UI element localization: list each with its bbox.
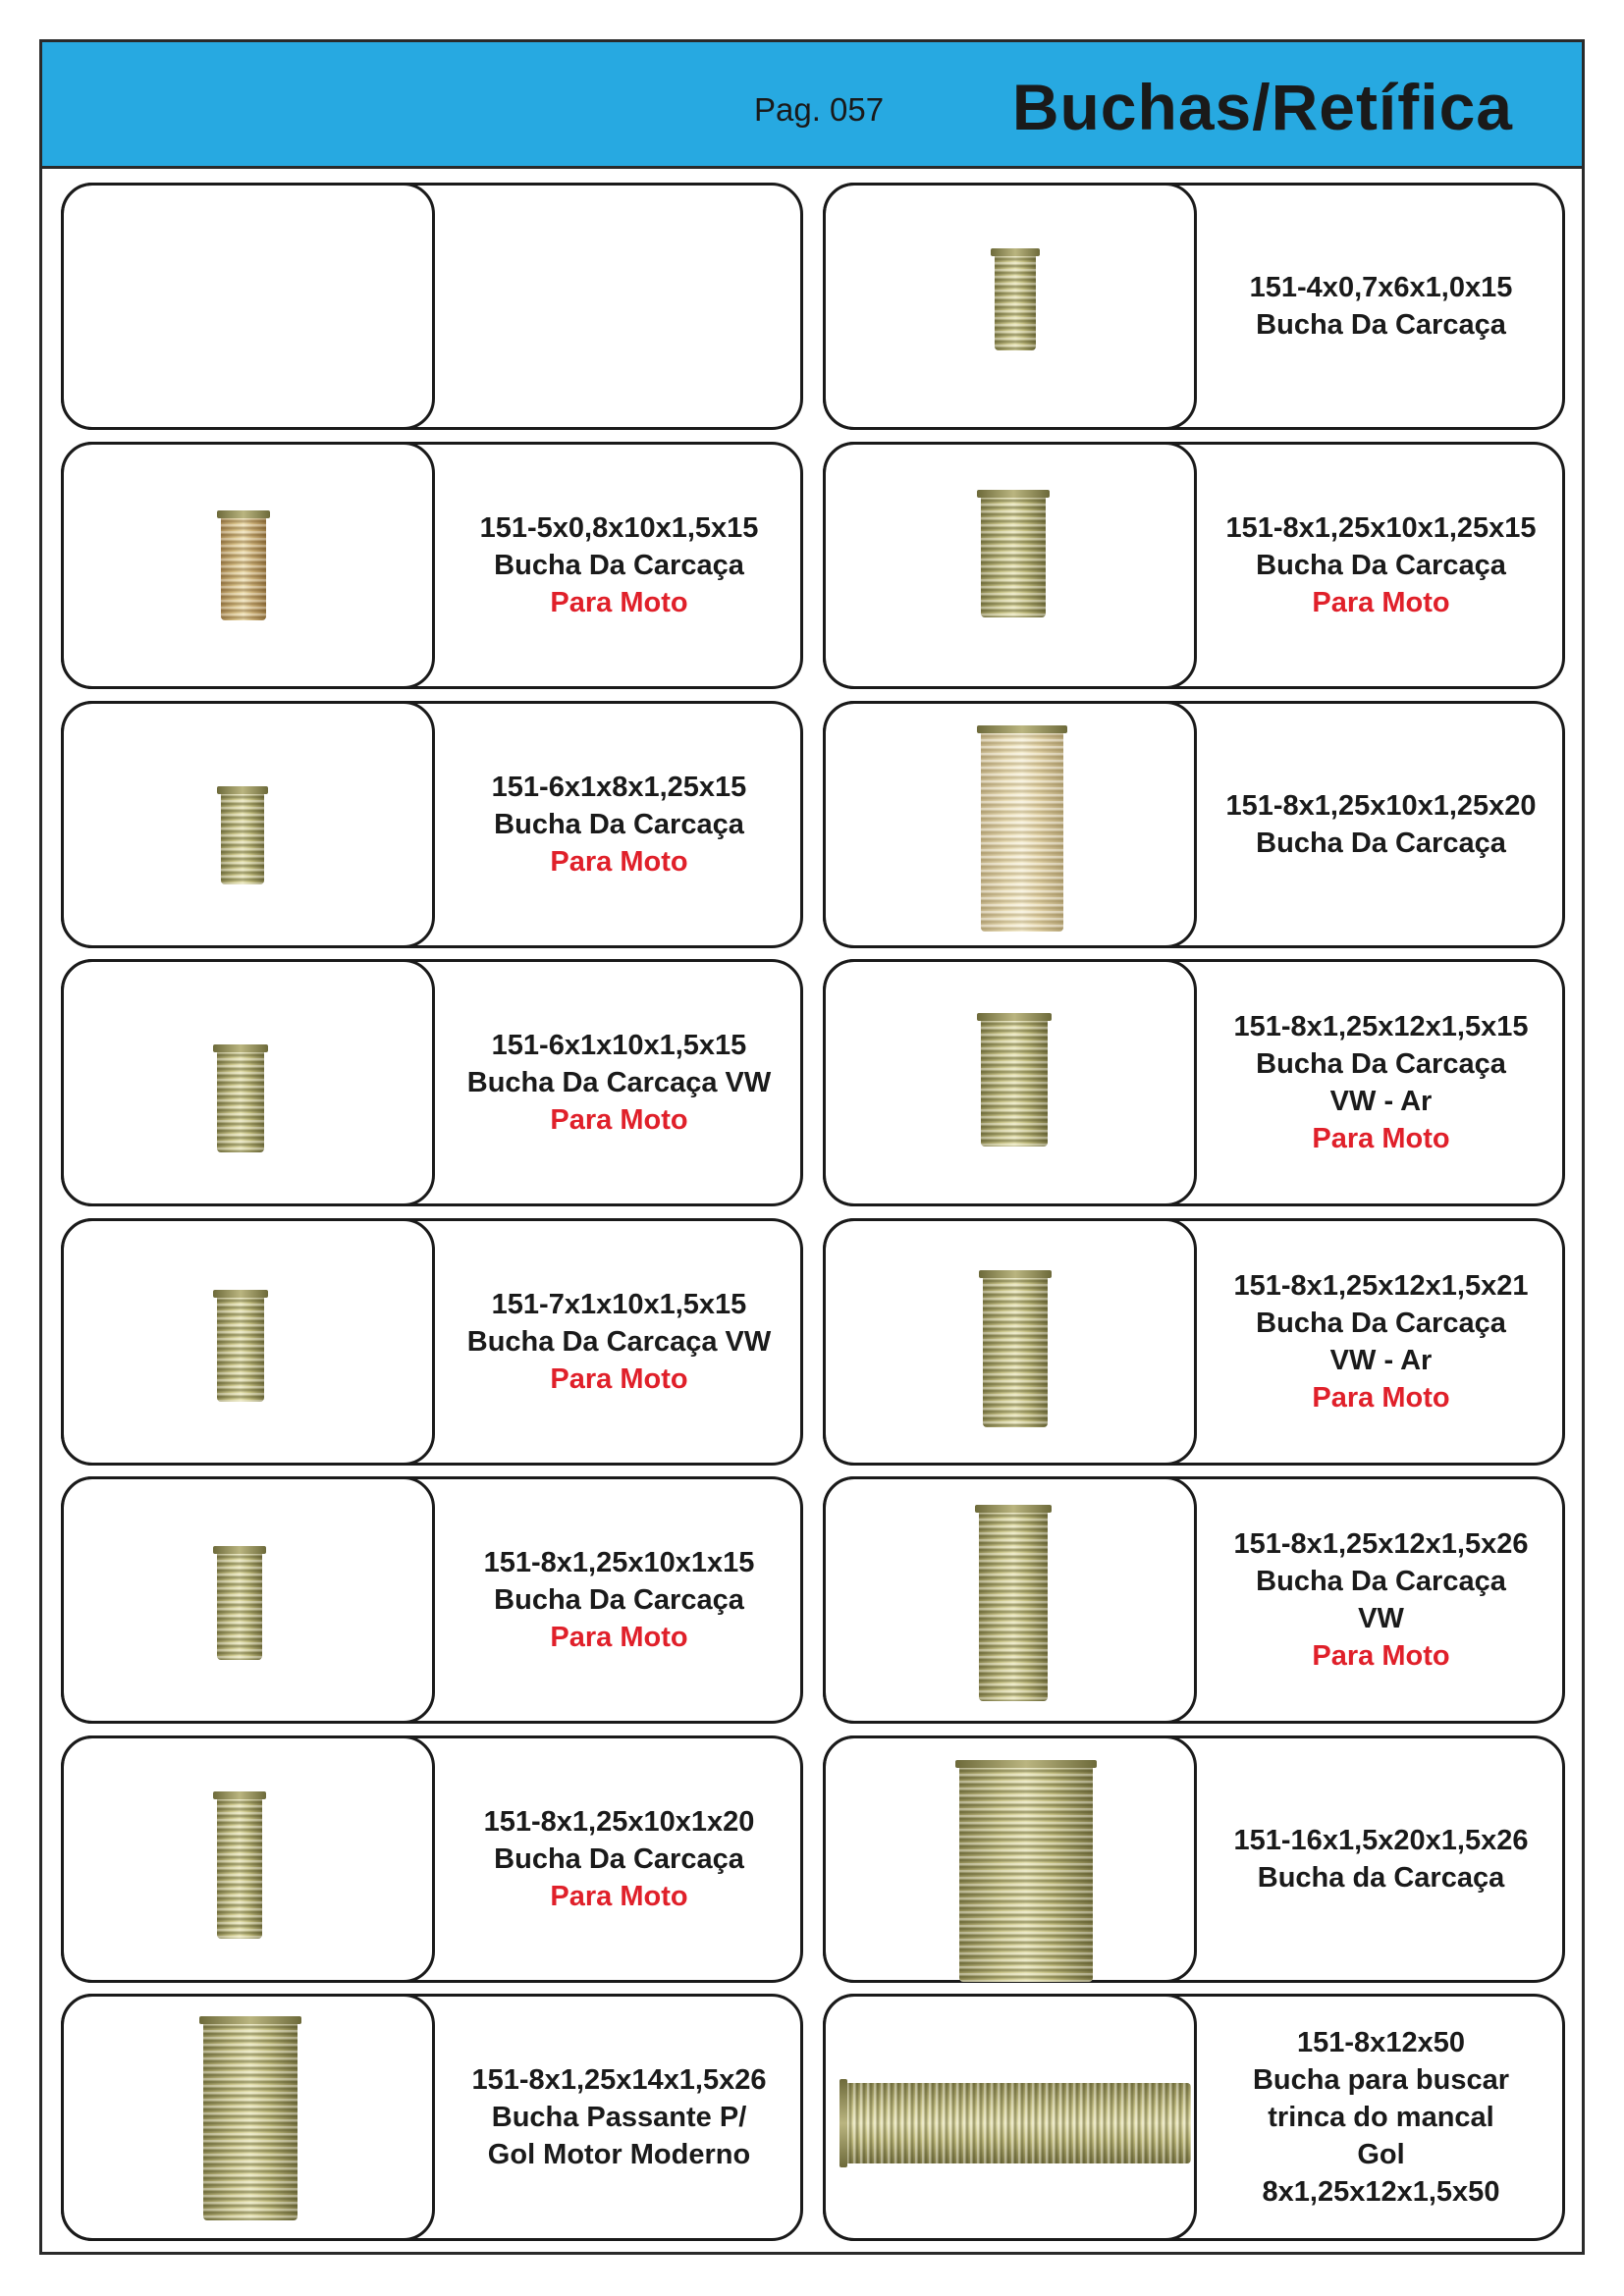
bushing-image xyxy=(839,2083,1191,2163)
page-title: Buchas/Retífica xyxy=(1011,71,1513,143)
product-image-box xyxy=(823,442,1197,689)
product-description-extra: 8x1,25x12x1,5x50 xyxy=(1262,2176,1500,2208)
product-card xyxy=(61,1218,803,1466)
product-description-extra: Gol Motor Moderno xyxy=(487,2139,751,2170)
product-image-box xyxy=(823,1218,1197,1466)
product-description: Bucha Da Carcaça xyxy=(494,809,744,840)
product-card xyxy=(823,1735,1565,1983)
product-description: Bucha Da Carcaça VW xyxy=(466,1067,772,1098)
product-tag: Para Moto xyxy=(1312,587,1450,618)
page-header xyxy=(42,42,1582,169)
bushing-image xyxy=(983,1270,1048,1427)
product-description-extra: VW - Ar xyxy=(1329,1086,1433,1117)
product-description: Bucha Da Carcaça xyxy=(494,1843,744,1875)
product-description: Bucha Da Carcaça xyxy=(494,1584,744,1616)
product-card xyxy=(823,442,1565,689)
product-code: 151-8x1,25x12x1,5x21 xyxy=(1233,1270,1529,1302)
product-tag: Para Moto xyxy=(550,846,688,878)
bushing-image xyxy=(217,1290,264,1402)
product-tag: Para Moto xyxy=(1312,1382,1450,1414)
product-info xyxy=(1197,445,1565,686)
bushing-image xyxy=(217,1546,262,1660)
product-code: 151-8x1,25x12x1,5x15 xyxy=(1233,1011,1529,1042)
product-tag: Para Moto xyxy=(550,1363,688,1395)
product-description: Bucha Da Carcaça xyxy=(1256,309,1506,341)
product-code: 151-8x12x50 xyxy=(1297,2027,1465,2058)
product-info xyxy=(1197,704,1565,945)
product-info xyxy=(1197,1997,1565,2238)
product-description: Bucha Da Carcaça xyxy=(1256,1566,1506,1597)
bushing-image xyxy=(995,248,1036,350)
product-description: Bucha Da Carcaça xyxy=(1256,1308,1506,1339)
product-description: Bucha Da Carcaça xyxy=(1256,550,1506,581)
product-info xyxy=(1197,1479,1565,1721)
product-code: 151-6x1x8x1,25x15 xyxy=(491,772,747,803)
product-tag: Para Moto xyxy=(1312,1123,1450,1154)
product-code: 151-8x1,25x10x1x15 xyxy=(483,1547,755,1578)
product-card xyxy=(823,1476,1565,1724)
product-tag: Para Moto xyxy=(550,587,688,618)
product-image-box xyxy=(61,1218,435,1466)
product-card xyxy=(61,1476,803,1724)
product-card xyxy=(823,701,1565,948)
product-tag: Para Moto xyxy=(550,1881,688,1912)
bushing-image xyxy=(221,510,266,620)
product-card xyxy=(823,1218,1565,1466)
bushing-image xyxy=(981,725,1063,932)
product-image-box xyxy=(61,701,435,948)
product-description: Bucha para buscar xyxy=(1252,2064,1510,2096)
product-image-box xyxy=(61,959,435,1206)
product-code: 151-8x1,25x10x1,25x20 xyxy=(1225,790,1537,822)
product-tag: Para Moto xyxy=(1312,1640,1450,1672)
bushing-image xyxy=(959,1760,1093,1982)
product-code: 151-16x1,5x20x1,5x26 xyxy=(1233,1825,1529,1856)
product-code: 151-8x1,25x10x1x20 xyxy=(483,1806,755,1838)
product-info xyxy=(435,1997,803,2238)
product-code: 151-8x1,25x14x1,5x26 xyxy=(471,2064,767,2096)
product-info xyxy=(435,186,803,427)
product-image-box xyxy=(61,1735,435,1983)
product-card xyxy=(823,959,1565,1206)
product-image-box xyxy=(61,183,435,430)
product-card xyxy=(61,183,803,430)
product-image-box xyxy=(61,1476,435,1724)
bushing-image xyxy=(221,786,264,884)
product-description: Bucha Da Carcaça xyxy=(1256,1048,1506,1080)
product-image-box xyxy=(823,959,1197,1206)
product-code: 151-7x1x10x1,5x15 xyxy=(491,1289,747,1320)
bushing-image xyxy=(979,1505,1048,1701)
product-info xyxy=(435,1738,803,1980)
product-code: 151-8x1,25x10x1,25x15 xyxy=(1225,512,1537,544)
product-image-box xyxy=(61,442,435,689)
product-description-extra: VW xyxy=(1358,1603,1404,1634)
product-code: 151-8x1,25x12x1,5x26 xyxy=(1233,1528,1529,1560)
bushing-image xyxy=(203,2016,298,2220)
product-image-box xyxy=(823,183,1197,430)
product-info xyxy=(435,962,803,1203)
product-info xyxy=(435,445,803,686)
product-description-extra: trinca do mancal xyxy=(1268,2102,1494,2133)
product-info xyxy=(1197,962,1565,1203)
product-card xyxy=(823,183,1565,430)
product-description-extra: Gol xyxy=(1357,2139,1405,2170)
product-description-extra: VW - Ar xyxy=(1329,1345,1433,1376)
product-card xyxy=(61,442,803,689)
product-info xyxy=(1197,1738,1565,1980)
product-card xyxy=(61,1735,803,1983)
product-description: Bucha da Carcaça xyxy=(1257,1862,1505,1894)
product-description: Bucha Da Carcaça xyxy=(494,550,744,581)
product-image-box xyxy=(823,1476,1197,1724)
page-number: Pag. 057 xyxy=(754,91,885,128)
bushing-image xyxy=(217,1791,262,1939)
product-image-box xyxy=(61,1994,435,2241)
product-description: Bucha Da Carcaça VW xyxy=(466,1326,772,1358)
product-card xyxy=(61,1994,803,2241)
product-card xyxy=(61,701,803,948)
bushing-image xyxy=(217,1044,264,1152)
product-info xyxy=(435,704,803,945)
product-info xyxy=(1197,1221,1565,1463)
product-code: 151-6x1x10x1,5x15 xyxy=(491,1030,747,1061)
product-tag: Para Moto xyxy=(550,1622,688,1653)
product-info xyxy=(435,1479,803,1721)
product-image-box xyxy=(823,1994,1197,2241)
product-code: 151-4x0,7x6x1,0x15 xyxy=(1249,272,1513,303)
product-card xyxy=(61,959,803,1206)
product-image-box xyxy=(823,1735,1197,1983)
product-card xyxy=(823,1994,1565,2241)
product-image-box xyxy=(823,701,1197,948)
product-tag: Para Moto xyxy=(550,1104,688,1136)
product-description: Bucha Passante P/ xyxy=(491,2102,747,2133)
bushing-image xyxy=(981,1013,1048,1147)
bushing-image xyxy=(981,490,1046,617)
product-info xyxy=(435,1221,803,1463)
product-info xyxy=(1197,186,1565,427)
product-code: 151-5x0,8x10x1,5x15 xyxy=(479,512,759,544)
product-description: Bucha Da Carcaça xyxy=(1256,828,1506,859)
